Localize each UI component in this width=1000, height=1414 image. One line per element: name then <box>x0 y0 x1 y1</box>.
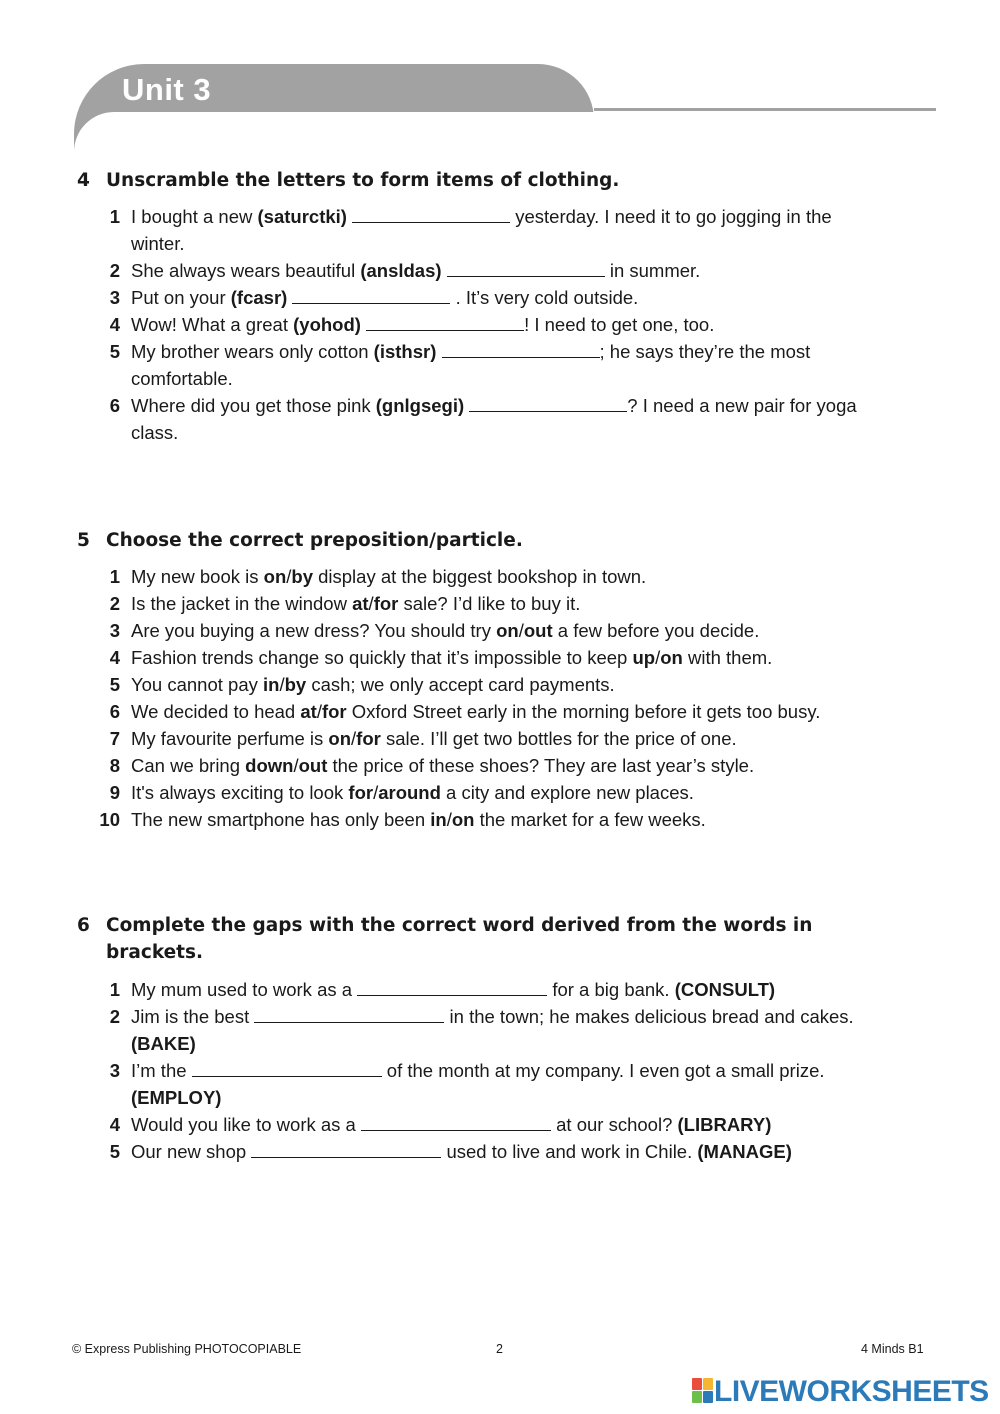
item-text: Where did you get those pink (gnlgsegi) ? I need a new pair for yoga class. <box>131 395 857 443</box>
answer-blank[interactable] <box>442 339 600 358</box>
answer-blank[interactable] <box>352 204 510 223</box>
item-number: 2 <box>109 593 120 614</box>
item-text: Fashion trends change so quickly that it’s impossible to keep up/on with them. <box>131 647 773 668</box>
unit-title: Unit 3 <box>122 72 212 107</box>
option-2[interactable]: on <box>660 647 683 668</box>
item-text: Put on your (fcasr) . It’s very cold outside. <box>131 287 639 308</box>
answer-blank[interactable] <box>361 1112 551 1131</box>
page-number: 2 <box>496 1342 503 1356</box>
answer-blank[interactable] <box>251 1139 441 1158</box>
item-text: It's always exciting to look for/around a city and explore new places. <box>131 782 694 803</box>
option-1[interactable]: on <box>496 620 519 641</box>
exercise-number: 6 <box>77 915 90 936</box>
option-2[interactable]: on <box>451 809 475 830</box>
scrambled-word: (gnlgsegi) <box>375 395 465 416</box>
root-word: (BAKE) <box>131 1033 196 1054</box>
logo-text: LIVEWORKSHEETS <box>714 1375 989 1408</box>
item-number: 10 <box>99 809 120 830</box>
item-text: Wow! What a great (yohod) ! I need to get one, too. <box>131 314 715 335</box>
scrambled-word: (yohod) <box>293 314 361 335</box>
item-text: Our new shop used to live and work in Chile. (MANAGE) <box>131 1141 792 1162</box>
item-number: 6 <box>109 701 120 722</box>
liveworksheets-logo[interactable] <box>692 1374 992 1408</box>
item-text: I’m the of the month at my company. I even got a small prize. (EMPLOY) <box>131 1060 825 1108</box>
option-2[interactable]: for <box>356 728 381 749</box>
answer-blank[interactable] <box>292 285 450 304</box>
answer-blank[interactable] <box>192 1058 382 1077</box>
exercise-instruction: Unscramble the letters to form items of clothing. <box>106 170 620 191</box>
item-text: Can we bring down/out the price of these shoes? They are last year’s style. <box>131 755 755 776</box>
item-text: Is the jacket in the window at/for sale? I’d like to buy it. <box>131 593 581 614</box>
item-number: 7 <box>109 728 120 749</box>
logo-block-icon <box>692 1391 702 1403</box>
option-1[interactable]: up <box>632 647 656 668</box>
item-number: 1 <box>109 979 120 1000</box>
scrambled-word: (ansldas) <box>360 260 442 281</box>
item-number: 2 <box>109 260 120 281</box>
item-number: 1 <box>109 206 120 227</box>
item-text: My mum used to work as a for a big bank. (CONSULT) <box>131 979 776 1000</box>
scrambled-word: (fcasr) <box>230 287 288 308</box>
item-number: 2 <box>109 1006 120 1027</box>
item-text: My brother wears only cotton (isthsr) ; he says they’re the most comfortable. <box>131 341 811 389</box>
option-1[interactable]: at <box>300 701 317 722</box>
copyright-notice: © Express Publishing PHOTOCOPIABLE <box>72 1342 302 1356</box>
option-1[interactable]: on <box>263 566 287 587</box>
logo-block-icon <box>703 1378 713 1390</box>
exercise-instruction: Complete the gaps with the correct word derived from the words in brackets. <box>106 915 813 963</box>
logo-block-icon <box>703 1391 713 1403</box>
item-text: You cannot pay in/by cash; we only accept card payments. <box>131 674 615 695</box>
option-1[interactable]: in <box>263 674 280 695</box>
root-word: (CONSULT) <box>674 979 776 1000</box>
scrambled-word: (isthsr) <box>373 341 437 362</box>
item-text: Would you like to work as a at our school? (LIBRARY) <box>131 1114 772 1135</box>
option-1[interactable]: for <box>348 782 374 803</box>
answer-blank[interactable] <box>469 393 627 412</box>
option-2[interactable]: by <box>284 674 307 695</box>
answer-blank[interactable] <box>357 977 547 996</box>
option-1[interactable]: in <box>430 809 447 830</box>
root-word: (LIBRARY) <box>677 1114 772 1135</box>
item-number: 4 <box>109 1114 120 1135</box>
item-text: We decided to head at/for Oxford Street early in the morning before it gets too busy. <box>131 701 821 722</box>
answer-blank[interactable] <box>254 1004 444 1023</box>
root-word: (EMPLOY) <box>131 1087 222 1108</box>
option-2[interactable]: out <box>523 620 553 641</box>
book-title: 4 Minds B1 <box>861 1342 924 1356</box>
item-number: 5 <box>109 1141 120 1162</box>
option-2[interactable]: out <box>298 755 328 776</box>
exercise-number: 5 <box>77 530 90 551</box>
item-number: 5 <box>109 674 120 695</box>
item-number: 4 <box>109 314 120 335</box>
header-rule <box>594 108 936 111</box>
item-text: I bought a new (saturctki) yesterday. I need it to go jogging in the winter. <box>131 206 832 254</box>
option-1[interactable]: at <box>352 593 369 614</box>
option-2[interactable]: for <box>373 593 399 614</box>
logo-block-icon <box>692 1378 702 1390</box>
option-2[interactable]: by <box>291 566 313 587</box>
item-text: My favourite perfume is on/for sale. I’ll get two bottles for the price of one. <box>131 728 737 749</box>
item-number: 3 <box>109 620 120 641</box>
item-number: 4 <box>109 647 120 668</box>
item-text: Jim is the best in the town; he makes delicious bread and cakes. (BAKE) <box>131 1006 854 1054</box>
option-1[interactable]: on <box>328 728 352 749</box>
item-text: She always wears beautiful (ansldas) in summer. <box>131 260 701 281</box>
answer-blank[interactable] <box>366 312 524 331</box>
item-number: 8 <box>109 755 120 776</box>
item-text: My new book is on/by display at the biggest bookshop in town. <box>131 566 647 587</box>
item-text: The new smartphone has only been in/on the market for a few weeks. <box>131 809 706 830</box>
item-text: Are you buying a new dress? You should try on/out a few before you decide. <box>131 620 760 641</box>
option-2[interactable]: for <box>321 701 347 722</box>
scrambled-word: (saturctki) <box>257 206 347 227</box>
item-number: 3 <box>109 287 120 308</box>
header-curve <box>74 112 596 152</box>
item-number: 9 <box>109 782 120 803</box>
item-number: 5 <box>109 341 120 362</box>
item-number: 1 <box>109 566 120 587</box>
item-number: 3 <box>109 1060 120 1081</box>
answer-blank[interactable] <box>447 258 605 277</box>
liveworksheets-logo-icon <box>692 1378 714 1404</box>
exercise-instruction: Choose the correct preposition/particle. <box>106 530 523 551</box>
option-2[interactable]: around <box>378 782 441 803</box>
root-word: (MANAGE) <box>697 1141 792 1162</box>
exercise-number: 4 <box>77 170 90 191</box>
item-number: 6 <box>109 395 120 416</box>
option-1[interactable]: down <box>245 755 294 776</box>
